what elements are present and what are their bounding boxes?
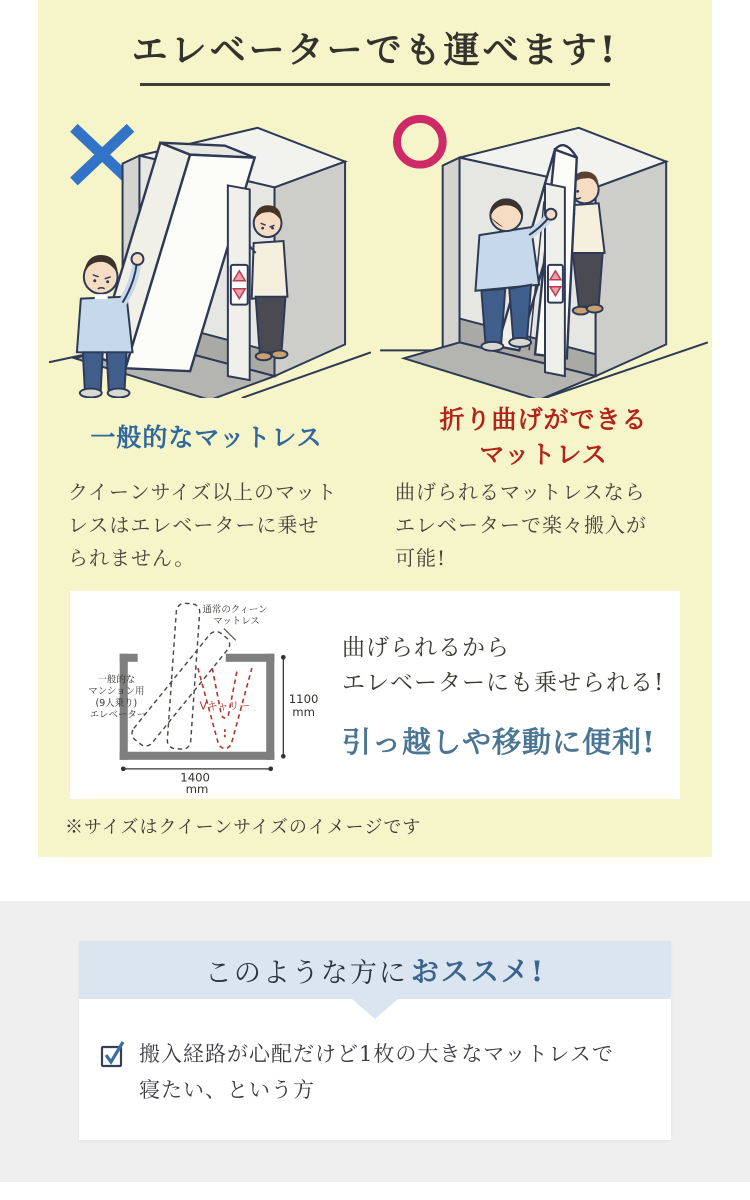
recommend-banner (79, 941, 671, 999)
list-item-text: 搬入経路が心配だけど1枚の大きなマットレスで 寝たい、という方 (139, 1042, 614, 1102)
elevator-label: 一般的な マンション用 (9人乗り) エレベーター (88, 674, 147, 721)
comparison-good-column (375, 102, 712, 575)
queen-mattress-label: 通常のクィーン マットレス (202, 604, 268, 628)
size-note: ※サイズはクイーンサイズのイメージです (65, 817, 422, 838)
benefit-highlight: 引っ越しや移動に便利! (342, 725, 656, 759)
comparison-bad-column (38, 102, 375, 575)
benefit-line-2: エレベーターにも乗せられる! (342, 669, 665, 696)
banner-pointer (352, 999, 398, 1019)
good-caption: 折り曲げができる マットレス (439, 405, 648, 469)
good-elevator-illustration (380, 102, 708, 398)
bad-caption: 一般的なマットレス (90, 422, 323, 452)
good-description: 曲げられるマットレスなら エレベーターで楽々搬入が 可能! (395, 480, 647, 570)
comparison-row (38, 102, 712, 575)
door-column (227, 185, 249, 380)
recommend-section (0, 901, 750, 1182)
recommend-body (79, 999, 671, 1140)
list-item (99, 1037, 643, 1108)
elevator-size-infobox (70, 591, 680, 799)
recommend-title-accent: おススメ! (410, 955, 546, 988)
height-dimension-label: 1100 mm (288, 692, 319, 719)
bad-description: クイーンサイズ以上のマット レスはエレベーターに乗せ られません。 (68, 480, 338, 570)
elevator-buttons-icon (547, 265, 562, 303)
elevator-floorplan-diagram (80, 598, 332, 794)
elevator-buttons-icon (230, 265, 247, 305)
checkbox-checked-icon (99, 1039, 127, 1069)
title-underline (140, 83, 610, 86)
hero-section (38, 0, 712, 857)
section-gap (0, 857, 750, 901)
recommend-card (79, 941, 671, 1140)
page-title: エレベーターでも運べます! (131, 29, 619, 71)
circle-mark-icon (396, 119, 442, 165)
infobox-text (332, 631, 664, 761)
recommend-title: このような方に (204, 957, 408, 989)
bad-elevator-illustration (43, 102, 371, 398)
height-dimension (281, 655, 286, 759)
mattress-upright-outline (167, 603, 200, 750)
benefit-line-1: 曲げられるから (342, 635, 510, 661)
vcarry-label: Vキャリー (199, 699, 251, 713)
width-dimension-label: 1400 mm (180, 770, 211, 794)
